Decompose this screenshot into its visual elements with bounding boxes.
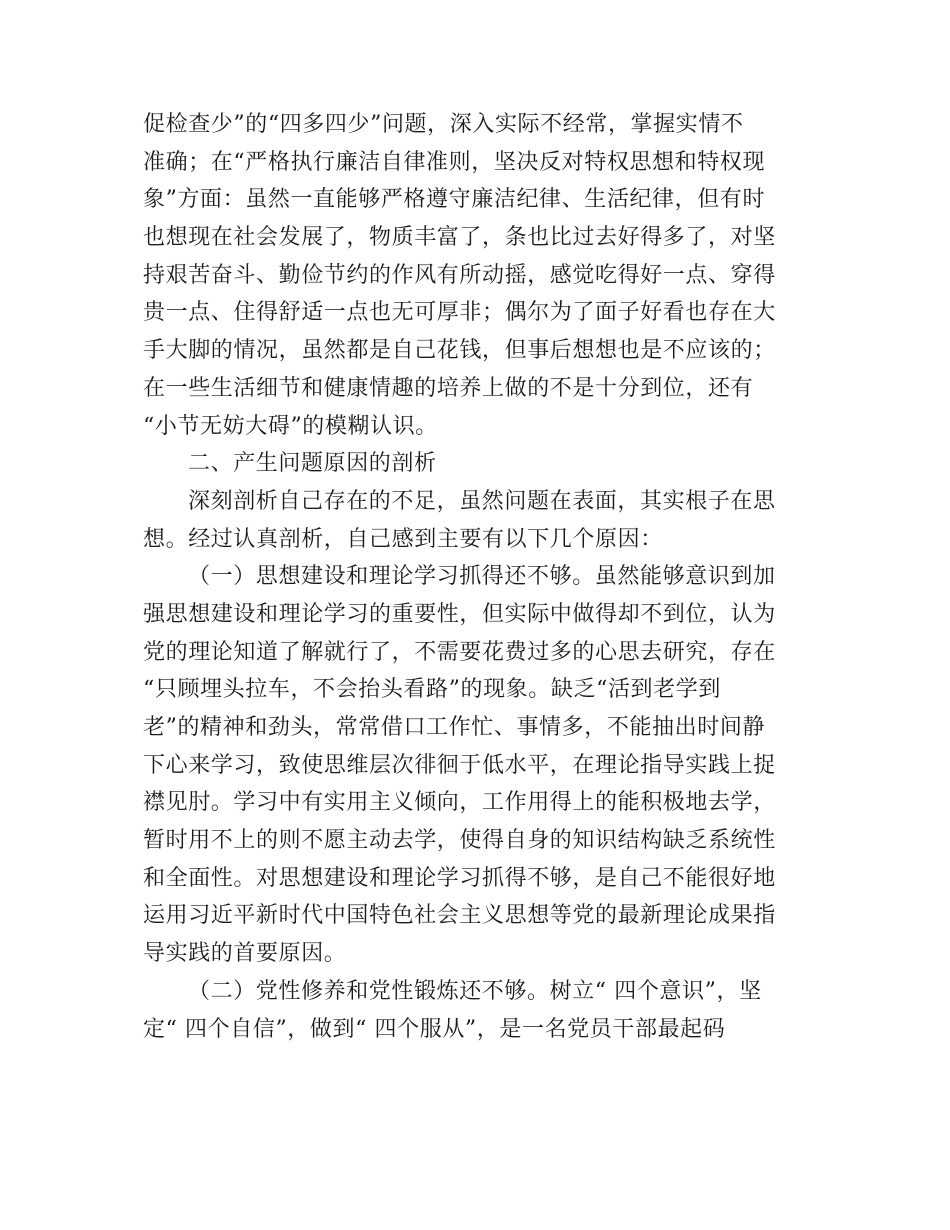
paragraph-line: 也想现在社会发展了，物质丰富了，条也比过去好得多了，对坚	[143, 225, 776, 251]
section-heading: 二、产生问题原因的剖析	[188, 451, 437, 477]
paragraph-line: 深刻剖析自己存在的不足，虽然问题在表面，其实根子在思	[188, 488, 776, 514]
paragraph-line: “小节无妨大碍”的模糊认识。	[143, 413, 438, 439]
paragraph-line: 想。经过认真剖析，自己感到主要有以下几个原因：	[143, 526, 663, 552]
subsection-line: （一）思想建设和理论学习抓得还不够。虽然能够意识到加	[188, 564, 776, 590]
paragraph-line: 导实践的首要原因。	[143, 941, 347, 967]
paragraph-line: 促检查少”的“四多四少”问题，深入实际不经常，掌握实情不	[143, 112, 744, 137]
paragraph-line: 贵一点、住得舒适一点也无可厚非；偶尔为了面子好看也存在大	[143, 300, 776, 326]
paragraph-line: 老”的精神和劲头，常常借口工作忙、事情多，不能抽出时间静	[143, 715, 766, 740]
paragraph-line: 准确；在“严格执行廉洁自律准则，坚决反对特权思想和特权现	[143, 149, 766, 175]
paragraph-line: 运用习近平新时代中国特色社会主义思想等党的最新理论成果指	[143, 903, 776, 929]
paragraph-line: 持艰苦奋斗、勤俭节约的作风有所动摇，感觉吃得好一点、穿得	[143, 262, 776, 288]
paragraph-line: 襟见肘。学习中有实用主义倾向，工作用得上的能积极地去学，	[143, 790, 776, 816]
paragraph-line: 暂时用不上的则不愿主动去学，使得自身的知识结构缺乏系统性	[143, 828, 776, 854]
paragraph-line: 在一些生活细节和健康情趣的培养上做的不是十分到位，还有	[143, 375, 754, 401]
paragraph-line: 下心来学习，致使思维层次徘徊于低水平，在理论指导实践上捉	[143, 752, 776, 778]
subsection-line: （二）党性修养和党性锻炼还不够。树立“ 四个意识”，坚	[188, 978, 762, 1004]
paragraph-line: 党的理论知道了解就行了，不需要花费过多的心思去研究，存在	[143, 639, 776, 665]
paragraph-line: 手大脚的情况，虽然都是自己花钱，但事后想想也是不应该的；	[143, 338, 776, 364]
paragraph-line: 强思想建设和理论学习的重要性，但实际中做得却不到位，认为	[143, 601, 776, 627]
paragraph-line: 和全面性。对思想建设和理论学习抓得不够，是自己不能很好地	[143, 865, 776, 891]
paragraph-line: 象”方面：虽然一直能够严格遵守廉洁纪律、生活纪律，但有时	[143, 187, 766, 213]
paragraph-line: “只顾埋头拉车，不会抬头看路”的现象。缺乏“活到老学到	[143, 677, 721, 703]
paragraph-line: 定“ 四个自信”，做到“ 四个服从”，是一名党员干部最起码	[143, 1016, 726, 1042]
document-body	[143, 106, 808, 1048]
